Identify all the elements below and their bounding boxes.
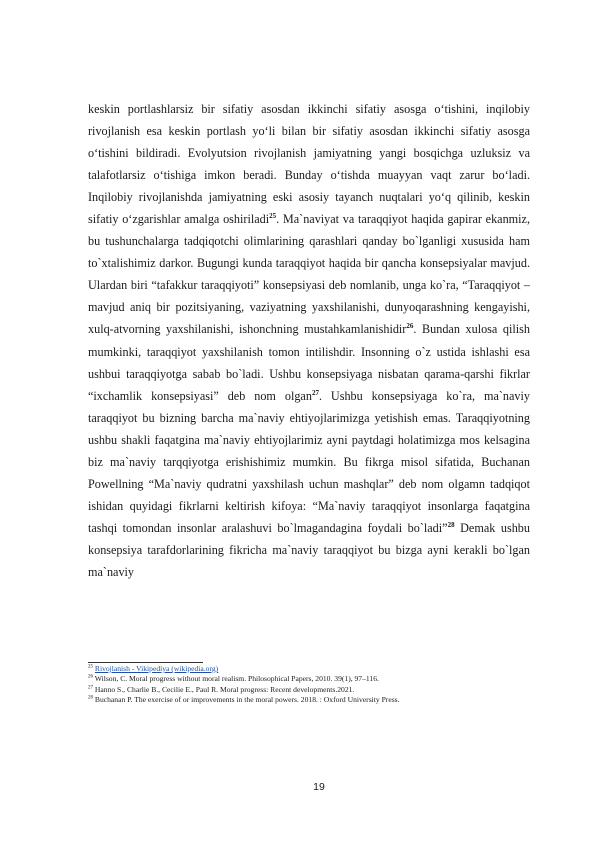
paragraph-segment: . Ma`naviyat va taraqqiyot haqida gapirar ekanmiz, bu tushunchalarga tadqiqotchi olimlarining qarashlari qanday bo`lganligi xususida ham to`xtalishimiz darkor. Bugungi kunda taraqqiyot haqida bir qancha konsepsiyalar mavjud. Ulardan biri “tafakkur taraqqiyoti” konsepsiyasi deb nomlanib, unga ko`ra, “Taraqqiyot – mavjud aniq bir pozitsiyaning, vaziyatning yaxshilanishi, dunyoqarashning kengayishi, xulq-atvorning yaxshilanishi, ishonchning mustahkamlanishidir (88, 212, 530, 337)
footnote-text: Hanno S., Charlie B., Cecilie E., Paul R. Moral progress: Recent developments.2021. (94, 684, 355, 694)
footnote-divider (88, 662, 203, 663)
footnote-link-wikipedia[interactable]: Rivojlanish - Vikipediya (wikipedia.org) (94, 664, 219, 673)
footnote-number: 26 (88, 674, 93, 680)
footnote-ref-26[interactable]: 26 (406, 322, 414, 331)
page-number: 19 (313, 781, 325, 793)
footnote-26 (88, 674, 538, 684)
footnote-text: Buchanan P. The exercise of or improvements in the moral powers. 2018. : Oxford University Press. (94, 694, 400, 704)
footnote-ref-25[interactable]: 25 (269, 212, 277, 221)
footnote-25 (88, 664, 538, 674)
main-paragraph (88, 98, 530, 583)
paragraph-segment: Demak ushbu konsepsiya tarafdorlarining fikricha ma`naviy taraqqiyot bu bizga ayni kerakli bo`lgan ma`naviy (88, 520, 530, 579)
paragraph-segment: keskin portlashlarsiz bir sifatiy asosdan ikkinchi sifatiy asosga o‘tishini, inqilobiy rivojlanish esa keskin portlash yo‘li bilan bir sifatiy asosdan ikkinchi sifatiy asosga o‘tishini bildiradi. Evolyutsion rivojlanish jamiyatning yangi bosqichga uzluksiz va talafotlarsiz o‘tishiga imkon beradi. Bunday o‘tishda muayyan vaqt zarur bo‘ladi. Inqilobiy rivojlanishda jamiyatning eski asosiy tayanch nuqtalari yo‘q qilinib, keskin sifatiy o‘zgarishlar amalga oshiriladi (88, 102, 530, 227)
footnote-28 (88, 695, 538, 705)
footnote-ref-27[interactable]: 27 (311, 388, 319, 397)
footnote-number: 25 (88, 664, 93, 670)
footnote-text: Wilson, C. Moral progress without moral realism. Philosophical Papers, 2010. 39(1), 97–116. (94, 674, 379, 684)
footnote-ref-28[interactable]: 28 (447, 520, 455, 529)
footnote-number: 27 (88, 685, 93, 691)
paragraph-segment: . Ushbu konsepsiyaga ko`ra, ma`naviy taraqqiyot bu bizning barcha ma`naviy ehtiyojlarimizga yetishish emas. Taraqqiyotning ushbu shakli faqatgina ma`naviy ehtiyojlarimiz ayni paytdagi holatimizga mos kelsagina biz ma`naviy tarqqiyotga erishishimiz mumkin. Bu fikrga misol sifatida, Buchanan Powellning “Ma`naviy qudratni yaxshilash uchun mashqlar” deb nom olgamn tadqiqot ishidan quyidagi fikrlarni keltirish kifoya: “Ma`naviy taraqqiyot insonlarga faqatgina tashqi tomondan insonlar aralashuvi bo`lmagandagina foydali bo`ladi” (88, 388, 530, 535)
footnote-number: 28 (88, 695, 93, 701)
paragraph-segment: . Bundan xulosa qilish mumkinki, taraqqiyot yaxshilanish tomon intilishdir. Insonning o`z ustida ishlashi esa ushbui taraqqiyotga sabab bo`ladi. Ushbu konsepsiyaga nisbatan qarama-qarshi fikrlar “ixchamlik konsepsiyasi” deb nom olgan (88, 322, 531, 403)
footnote-27 (88, 685, 538, 695)
footnotes (88, 664, 538, 705)
body-paragraph (88, 98, 530, 583)
